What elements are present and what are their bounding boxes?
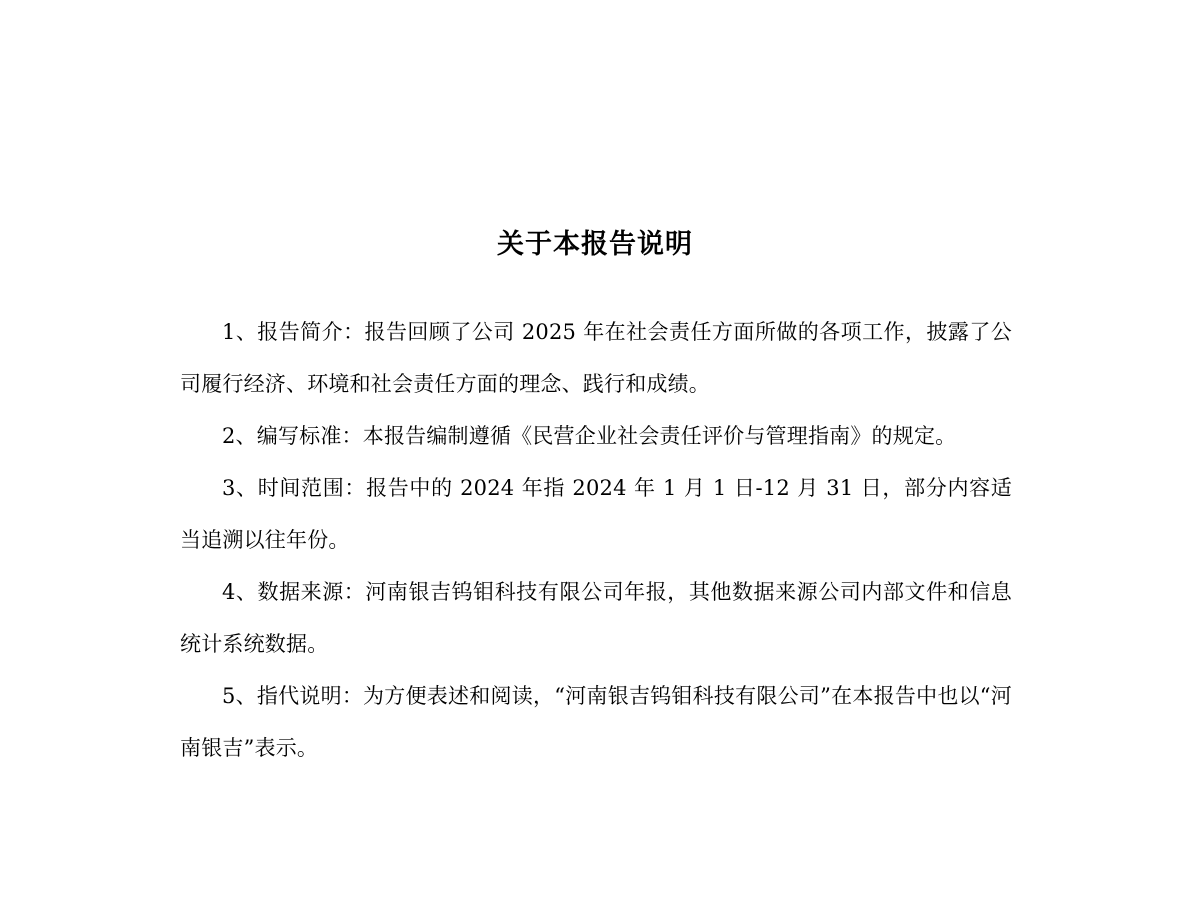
page-title: 关于本报告说明 [497,229,693,261]
paragraph-time-range: 3、时间范围：报告中的 2024 年指 2024 年 1 月 1 日-12 月 31 日，部分内容适当追溯以往年份。 [180,476,1012,552]
paragraph-report-summary: 1、报告简介：报告回顾了公司 2025 年在社会责任方面所做的各项工作，披露了公司履行经济、环境和社会责任方面的理念、践行和成绩。 [180,320,1012,396]
paragraph-naming-note: 5、指代说明：为方便表述和阅读，“河南银吉钨钼科技有限公司”在本报告中也以“河南银吉”表示。 [180,684,1012,760]
paragraph-writing-standard: 2、编写标准：本报告编制遵循《民营企业社会责任评价与管理指南》的规定。 [222,424,957,448]
report-notes [180,306,1012,774]
paragraph-data-source: 4、数据来源：河南银吉钨钼科技有限公司年报，其他数据来源公司内部文件和信息统计系统数据。 [180,580,1012,656]
